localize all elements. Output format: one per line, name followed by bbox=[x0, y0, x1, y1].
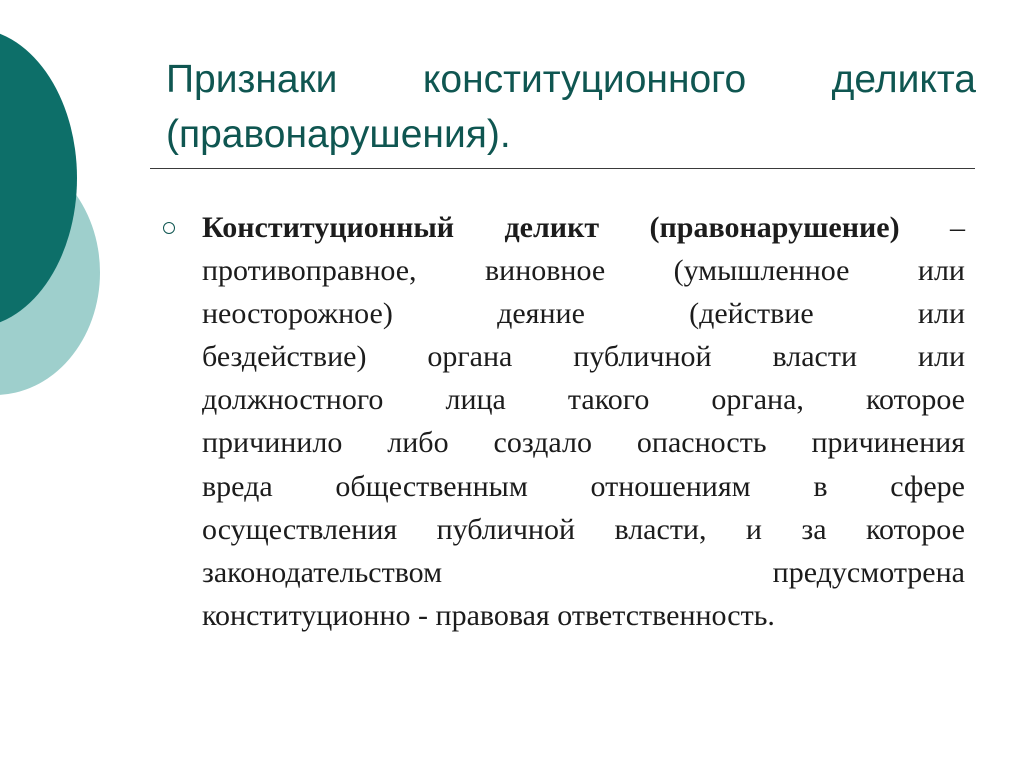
title-divider bbox=[150, 168, 975, 169]
definition-line-10: конституционно - правовая ответственность. bbox=[202, 598, 775, 632]
definition-term: Конституционный деликт (правонарушение) bbox=[202, 211, 900, 244]
definition-line-9: законодательством предусмотрена bbox=[202, 555, 965, 589]
definition-line-3: неосторожное) деяние (действие или bbox=[202, 297, 965, 331]
definition-paragraph bbox=[202, 206, 965, 637]
definition-line-5: должностного лица такого органа, которое bbox=[202, 383, 965, 417]
definition-line-2: противоправное, виновное (умышленное или bbox=[202, 254, 965, 288]
definition-line-8: осуществления публичной власти, и за которое bbox=[202, 512, 965, 546]
definition-line-4: бездействие) органа публичной власти или bbox=[202, 340, 965, 374]
circle-bullet-icon bbox=[163, 222, 175, 234]
slide-title bbox=[166, 52, 976, 162]
definition-line-1 bbox=[202, 206, 965, 249]
slide-title-line-1: Признаки конституционного деликта bbox=[166, 58, 976, 101]
definition-dash: – bbox=[899, 211, 966, 244]
slide-title-line-2: (правонарушения). bbox=[166, 113, 511, 156]
definition-line-7: вреда общественным отношениям в сфере bbox=[202, 469, 965, 503]
definition-line-6: причинило либо создало опасность причинения bbox=[202, 426, 965, 460]
